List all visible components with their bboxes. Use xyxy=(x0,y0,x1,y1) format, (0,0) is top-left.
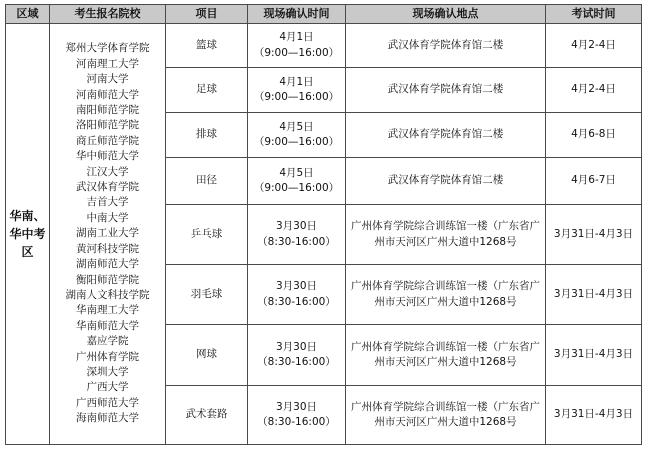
location-cell: 广州体育学院综合训练馆一楼（广东省广州市天河区广州大道中1268号 xyxy=(346,205,546,265)
exam-time-cell: 3月31日-4月3日 xyxy=(546,265,642,325)
confirm-hours: （8:30-16:00） xyxy=(257,356,336,368)
school-name: 湖南师范大学 xyxy=(76,258,139,271)
confirm-hours: （8:30-16:00） xyxy=(257,235,336,248)
exam-time-cell: 4月2-4日 xyxy=(546,68,642,113)
confirm-date: 4月1日 xyxy=(279,75,314,88)
exam-time-cell: 3月31日-4月3日 xyxy=(546,205,642,265)
location-cell: 武汉体育学院体育馆二楼 xyxy=(346,68,546,113)
school-name: 南阳师范学院 xyxy=(76,104,139,117)
school-name: 深圳大学 xyxy=(86,365,129,378)
confirm-time-cell xyxy=(248,113,346,158)
confirm-date: 3月30日 xyxy=(275,340,318,353)
sport-cell: 羽毛球 xyxy=(166,265,248,325)
confirm-time-cell xyxy=(248,265,346,325)
school-name: 湖南人文科技学院 xyxy=(65,288,150,301)
location-cell: 武汉体育学院体育馆二楼 xyxy=(346,24,546,68)
exam-time-cell: 4月2-4日 xyxy=(546,24,642,68)
confirm-time-cell xyxy=(248,205,346,265)
header-schools: 考生报名院校 xyxy=(50,5,166,24)
sport-cell: 武术套路 xyxy=(166,386,248,445)
school-name: 河南理工大学 xyxy=(76,57,139,70)
exam-schedule-table xyxy=(5,4,642,445)
school-name: 华南理工大学 xyxy=(76,304,139,317)
confirm-time-cell xyxy=(248,24,346,68)
table-row xyxy=(6,24,642,68)
school-name: 湖南工业大学 xyxy=(76,227,139,240)
sport-cell: 排球 xyxy=(166,113,248,158)
confirm-hours: （9:00—16:00） xyxy=(253,136,340,148)
header-sport: 项目 xyxy=(166,5,248,24)
exam-time-cell: 4月6-7日 xyxy=(546,158,642,205)
school-name: 嘉应学院 xyxy=(86,335,129,348)
confirm-time-cell xyxy=(248,158,346,205)
school-name: 河南师范大学 xyxy=(76,88,139,101)
school-name: 吉首大学 xyxy=(86,196,129,209)
header-exam-time: 考试时间 xyxy=(546,5,642,24)
confirm-date: 3月30日 xyxy=(275,400,318,413)
school-name: 华中师范大学 xyxy=(76,150,139,163)
school-name: 衡阳师范学院 xyxy=(76,273,139,286)
location-cell: 广州体育学院综合训练馆一楼（广东省广州市天河区广州大道中1268号 xyxy=(346,265,546,325)
header-confirm-time: 现场确认时间 xyxy=(248,5,346,24)
school-name: 华南师范大学 xyxy=(76,319,139,332)
sport-cell: 篮球 xyxy=(166,24,248,68)
confirm-date: 3月30日 xyxy=(275,280,318,293)
school-name: 河南大学 xyxy=(86,73,129,86)
sport-cell: 乒乓球 xyxy=(166,205,248,265)
school-name: 江汉大学 xyxy=(86,165,129,178)
confirm-hours: （8:30-16:00） xyxy=(257,295,336,308)
confirm-time-cell xyxy=(248,325,346,386)
confirm-date: 4月5日 xyxy=(279,120,314,133)
confirm-hours: （9:00—16:00） xyxy=(253,91,340,103)
confirm-time-cell xyxy=(248,386,346,445)
schools-cell xyxy=(50,24,166,445)
header-confirm-location: 现场确认地点 xyxy=(346,5,546,24)
school-name: 洛阳师范学院 xyxy=(76,119,139,132)
region-cell: 华南、华中考区 xyxy=(6,24,50,445)
confirm-date: 4月1日 xyxy=(279,31,314,44)
school-name: 海南师范大学 xyxy=(76,412,139,425)
exam-time-cell: 3月31日-4月3日 xyxy=(546,325,642,386)
confirm-hours: （9:00—16:00） xyxy=(253,46,340,59)
school-name: 广州体育学院 xyxy=(76,350,139,363)
school-name: 郑州大学体育学院 xyxy=(65,42,150,55)
confirm-date: 3月30日 xyxy=(275,220,318,233)
header-row xyxy=(6,5,642,24)
school-name: 武汉体育学院 xyxy=(76,181,139,194)
exam-time-cell: 3月31日-4月3日 xyxy=(546,386,642,445)
school-name: 黄河科技学院 xyxy=(76,242,139,255)
location-cell: 广州体育学院综合训练馆一楼（广东省广州市天河区广州大道中1268号 xyxy=(346,325,546,386)
sport-cell: 网球 xyxy=(166,325,248,386)
school-name: 中南大学 xyxy=(86,211,129,224)
school-name: 商丘师范学院 xyxy=(76,134,139,147)
location-cell: 广州体育学院综合训练馆一楼（广东省广州市天河区广州大道中1268号 xyxy=(346,386,546,445)
school-name: 广西大学 xyxy=(86,381,129,394)
confirm-date: 4月5日 xyxy=(279,166,314,179)
location-cell: 武汉体育学院体育馆二楼 xyxy=(346,113,546,158)
sport-cell: 足球 xyxy=(166,68,248,113)
location-cell: 武汉体育学院体育馆二楼 xyxy=(346,158,546,205)
confirm-hours: （8:30-16:00） xyxy=(257,416,336,428)
confirm-time-cell xyxy=(248,68,346,113)
sport-cell: 田径 xyxy=(166,158,248,205)
school-name: 广西师范大学 xyxy=(76,396,139,409)
confirm-hours: （9:00—16:00） xyxy=(253,182,340,194)
header-region: 区域 xyxy=(6,5,50,24)
exam-time-cell: 4月6-8日 xyxy=(546,113,642,158)
